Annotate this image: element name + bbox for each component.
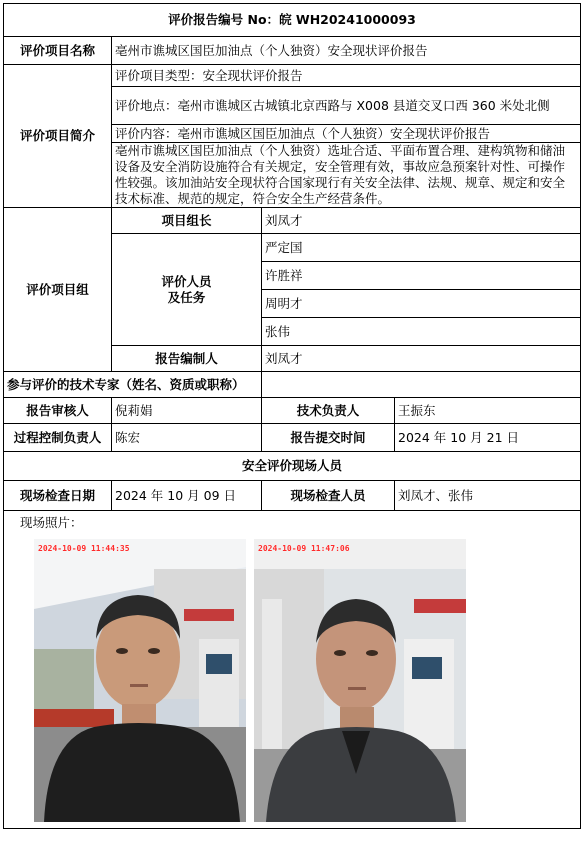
site-photo-2	[254, 539, 466, 822]
project-name-value: 亳州市谯城区国臣加油点（个人独资）安全现状评价报告	[112, 37, 581, 65]
process-control-name: 陈宏	[112, 424, 262, 452]
site-check-people-label: 现场检查人员	[262, 481, 395, 511]
photo-1-timestamp: 2024-10-09 11:44:35	[38, 544, 130, 553]
photo-2-timestamp: 2024-10-09 11:47:06	[258, 544, 350, 553]
team-member-name: 张伟	[262, 318, 581, 346]
team-members-label-line1: 评价人员	[161, 273, 212, 289]
site-photo-1	[34, 539, 246, 822]
team-members-label-line2: 及任务	[167, 289, 206, 305]
team-leader-name: 刘凤才	[262, 208, 581, 234]
report-editor-name: 刘凤才	[262, 346, 581, 372]
site-check-people-value: 刘凤才、张伟	[395, 481, 581, 511]
report-number-row	[4, 4, 581, 37]
reviewer-label: 报告审核人	[4, 398, 112, 424]
project-location-line: 评价地点：亳州市谯城区古城镇北京西路与 X008 县道交叉口西 360 米处北侧	[112, 87, 581, 125]
team-leader-label: 项目组长	[112, 208, 262, 234]
site-photos	[4, 531, 580, 821]
submit-time-label: 报告提交时间	[262, 424, 395, 452]
site-photos-cell	[4, 511, 581, 829]
process-control-label: 过程控制负责人	[4, 424, 112, 452]
site-staff-title: 安全评价现场人员	[4, 452, 581, 481]
report-number-label: 评价报告编号 No：	[168, 12, 280, 27]
site-photos-label: 现场照片：	[20, 515, 83, 530]
experts-value	[262, 372, 581, 398]
site-photo-2-image	[254, 539, 466, 822]
site-check-date-label: 现场检查日期	[4, 481, 112, 511]
report-editor-label: 报告编制人	[112, 346, 262, 372]
project-content-line: 评价内容：亳州市谯城区国臣加油点（个人独资）安全现状评价报告	[112, 125, 581, 143]
submit-time-value: 2024 年 10 月 21 日	[395, 424, 581, 452]
reviewer-name: 倪莉娟	[112, 398, 262, 424]
team-member-name: 严定国	[262, 234, 581, 262]
project-team-label: 评价项目组	[4, 208, 112, 372]
experts-label: 参与评价的技术专家（姓名、资质或职称）	[4, 372, 262, 398]
project-intro-label: 评价项目简介	[4, 65, 112, 208]
team-member-name: 周明才	[262, 290, 581, 318]
team-member-name: 许胜祥	[262, 262, 581, 290]
project-type-line: 评价项目类型：安全现状评价报告	[112, 65, 581, 87]
project-summary: 亳州市谯城区国臣加油点（个人独资）选址合适、平面布置合理、建构筑物和储油设备及安全消防设施符合有关规定，安全管理有效，事故应急预案针对性、可操作性较强。该加油站安全现状符合国家现行有关安全法律、法规、规章、规定和安全技术标准、规范的规定，符合安全生产经营条件。	[112, 143, 581, 208]
tech-lead-name: 王振东	[395, 398, 581, 424]
site-check-date-value: 2024 年 10 月 09 日	[112, 481, 262, 511]
tech-lead-label: 技术负责人	[262, 398, 395, 424]
site-photo-1-image	[34, 539, 246, 822]
report-table	[3, 3, 581, 829]
report-number-value: 皖 WH20241000093	[279, 12, 416, 27]
team-members-label	[112, 234, 262, 346]
project-name-label: 评价项目名称	[4, 37, 112, 65]
